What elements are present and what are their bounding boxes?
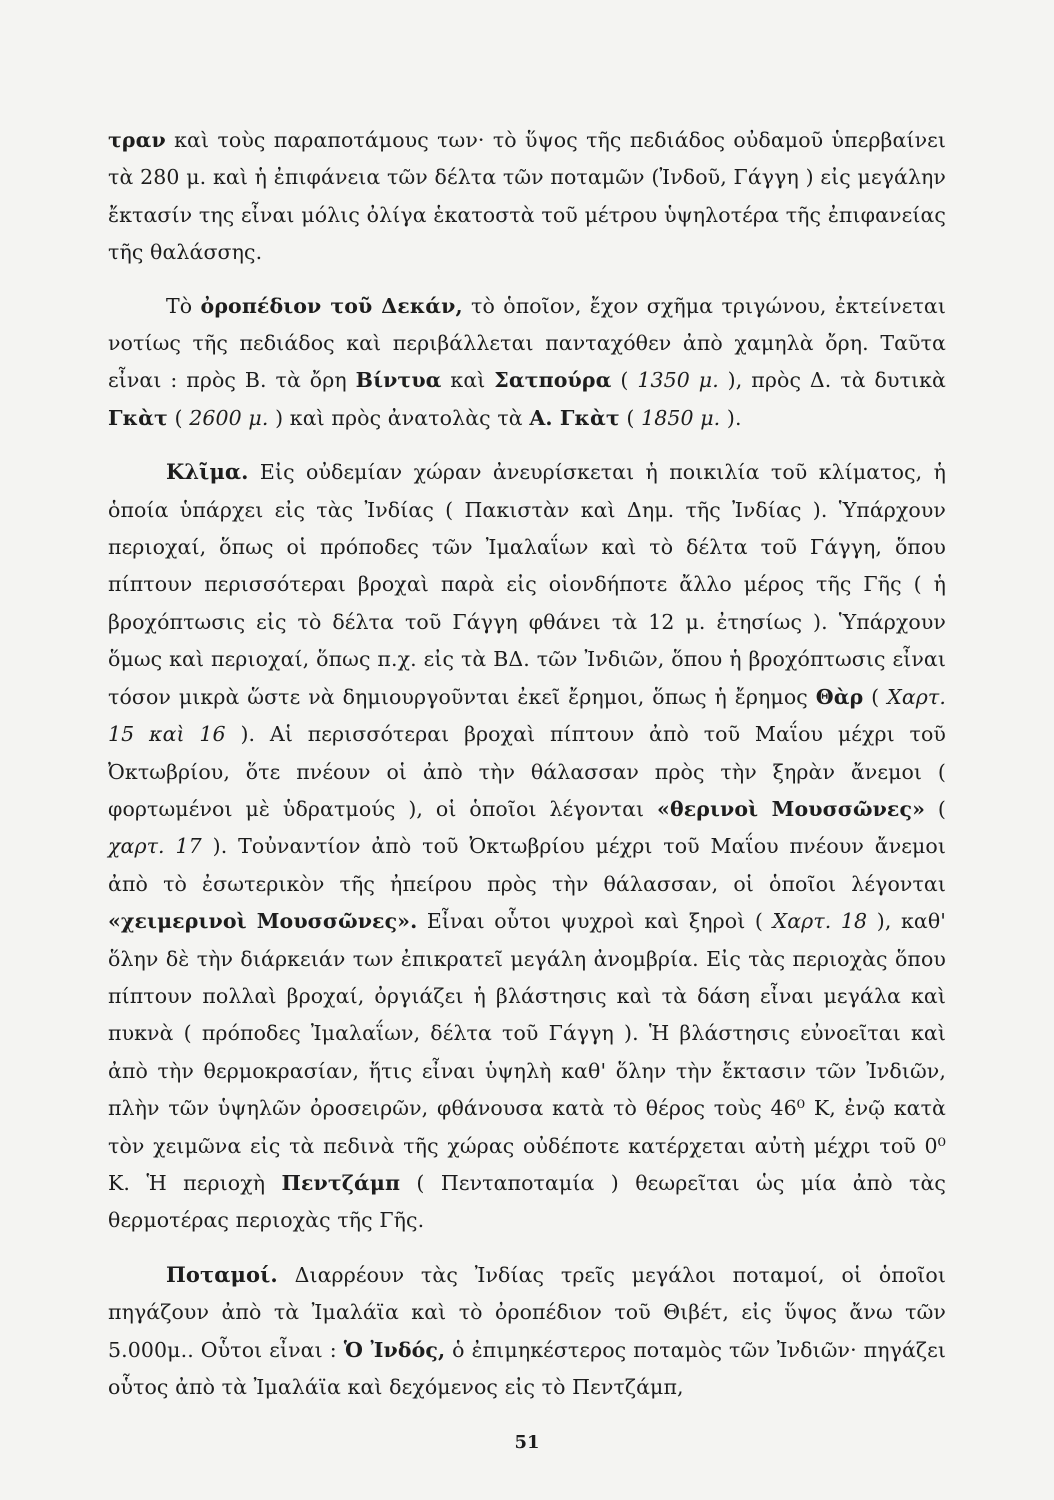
body-text: ( — [167, 405, 190, 430]
body-text: Εἰς οὐδεμίαν χώραν ἀνευρίσκεται ἡ ποικιλία τοῦ κλίματος, ἡ ὁποία ὑπάρχει εἰς τὰς Ἰνδίας ( Πακιστὰν καὶ Δημ. τῆς Ἰνδίας ). Ὑπάρχουν περιοχαί, ὅπως οἱ πρόποδες τῶν Ἰμαλαΐων καὶ τὸ δέλτα τοῦ Γάγγη, ὅπου πίπτουν περισσότεραι βροχαὶ παρὰ εἰς οἱονδήποτε ἄλλο μέρος τῆς Γῆς ( ἡ βροχόπτωσις εἰς τὸ δέλτα τοῦ Γάγγη φθάνει τὰ 12 μ. ἐτησίως ). Ὑπάρχουν ὅμως καὶ περιοχαί, ὅπως π.χ. εἰς τὰ ΒΔ. τῶν Ἰνδιῶν, ὅπου ἡ βροχόπτωσις εἶναι τόσον μικρὰ ὥστε νὰ δημιουργοῦνται ἐκεῖ ἔρημοι, ὅπως ἡ ἔρημος — [108, 460, 946, 709]
page-body — [108, 122, 946, 1422]
bold-term: Θὰρ — [815, 684, 864, 709]
page-number: 51 — [514, 1432, 540, 1453]
body-text: καὶ τοὺς παραποτάμους των· τὸ ὕψος τῆς πεδιάδος οὐδαμοῦ ὑπερβαίνει τὰ 280 μ. καὶ ἡ ἐπιφάνεια τῶν δέλτα τῶν ποταμῶν (Ἰνδοῦ, Γάγγη ) εἰς μεγάλην ἔκτασίν της εἶναι μόλις ὀλίγα ἑκατοστὰ τοῦ μέτρου ὑψηλοτέρα τῆς ἐπιφανείας τῆς θαλάσσης. — [108, 128, 946, 265]
bold-term: ὀροπέδιον τοῦ Δεκάν, — [200, 293, 463, 318]
body-text: ), πρὸς Δ. τὰ δυτικὰ — [718, 368, 946, 393]
italic-reference: 1850 μ. — [641, 405, 721, 430]
section-heading: Κλῖμα. — [166, 459, 249, 485]
body-text: ), καθ' ὅλην δὲ τὴν διάρκειάν των ἐπικρατεῖ μεγάλη ἀνομβρία. Εἰς τὰς περιοχὰς ὅπου πίπτουν πολλαὶ βροχαί, ὀργιάζει ἡ βλάστησις καὶ τὰ δάση εἶναι μεγάλα καὶ πυκνὰ ( πρόποδες Ἰμαλαΐων, δέλτα τοῦ Γάγγη ). Ἡ βλάστησις εὐνοεῖται καὶ ἀπὸ τὴν θερμοκρασίαν, ἥτις εἶναι ὑψηλὴ καθ' ὅλην τὴν ἔκτασιν τῶν Ἰνδιῶν, πλὴν τῶν ὑψηλῶν ὀροσειρῶν, φθάνουσα κατὰ τὸ θέρος τοὺς 46⁰ Κ, ἐνῷ κατὰ τὸν χειμῶνα εἰς τὰ πεδινὰ τῆς χώρας οὐδέποτε κατέρχεται αὐτὴ μέχρι τοῦ 0⁰ Κ. Ἡ περιοχὴ — [108, 909, 946, 1195]
body-text: ( Πενταποταμία ) θεωρεῖται ὡς μία ἀπὸ τὰς θερμοτέρας περιοχὰς τῆς Γῆς. — [108, 1170, 947, 1233]
body-text: ) καὶ πρὸς ἀνατολὰς τὰ — [268, 405, 530, 430]
body-text: τὸ ὁποῖον, ἔχον σχῆμα τριγώνου, ἐκτείνεται νοτίως τῆς πεδιάδος καὶ περιβάλλεται πανταχόθεν ἀπὸ χαμηλὰ ὄρη. Ταῦτα εἶναι : πρὸς Β. τὰ ὄρη — [108, 293, 946, 393]
body-text: ). — [720, 405, 742, 430]
bold-term: Πεντζάμπ — [281, 1170, 401, 1195]
body-text: ( — [863, 684, 888, 709]
italic-reference: 2600 μ. — [189, 405, 269, 430]
body-text: ( — [619, 405, 642, 430]
body-text: Εἶναι οὗτοι ψυχροὶ καὶ ξηροὶ ( — [417, 909, 773, 934]
italic-reference: 1350 μ. — [637, 368, 719, 393]
body-text: ( — [925, 796, 946, 821]
bold-term: «χειμερινοὶ Μουσσῶνες». — [108, 909, 418, 934]
bold-term: «θερινοὶ Μουσσῶνες» — [657, 796, 925, 821]
body-text: ). Τοὐναντίον ἀπὸ τοῦ Ὀκτωβρίου μέχρι τοῦ Μαΐου πνέουν ἄνεμοι ἀπὸ τὸ ἐσωτερικὸν τῆς ἠπείρου πρὸς τὴν θάλασσαν, οἱ ὁποῖοι λέγονται — [108, 834, 946, 896]
bold-term: Βίντυα — [355, 368, 442, 393]
paragraph-climate — [108, 453, 946, 1240]
paragraph-plain-continuation — [108, 122, 946, 272]
bold-term: Σατπούρα — [494, 368, 612, 393]
body-text: ). Αἱ περισσότεραι βροχαὶ πίπτουν ἀπὸ τοῦ Μαΐου μέχρι τοῦ Ὀκτωβρίου, ὅτε πνέουν οἱ ἀπὸ τὴν θάλασσαν πρὸς τὴν ξηρὰν ἄνεμοι ( φορτωμένοι μὲ ὑδρατμούς ), οἱ ὁποῖοι λέγονται — [108, 722, 946, 821]
section-heading: Ποταμοί. — [166, 1261, 278, 1287]
paragraph-deccan-plateau — [108, 288, 946, 438]
paragraph-rivers — [108, 1256, 946, 1407]
bold-term: Γκὰτ — [108, 405, 168, 430]
body-text: ὁ ἐπιμηκέστερος ποταμὸς τῶν Ἰνδιῶν· πηγάζει οὗτος ἀπὸ τὰ Ἰμαλάϊα καὶ δεχόμενος εἰς τὸ Πεντζάμπ, — [108, 1337, 946, 1399]
italic-reference: Χαρτ. 18 — [772, 909, 868, 934]
bold-term: Α. Γκὰτ — [529, 405, 620, 430]
body-text: Διαρρέουν τὰς Ἰνδίας τρεῖς μεγάλοι ποταμοί, οἱ ὁποῖοι πηγάζουν ἀπὸ τὰ Ἰμαλάϊα καὶ τὸ ὀροπέδιον τοῦ Θιβέτ, εἰς ὕψος ἄνω τῶν 5.000μ.. Οὗτοι εἶναι : — [108, 1262, 946, 1362]
body-text: ( — [611, 368, 638, 393]
bold-term: τραν — [108, 128, 166, 152]
italic-reference: Χαρτ. 15 καὶ 16 — [108, 684, 946, 747]
body-text: καὶ — [441, 368, 495, 393]
body-text: Τὸ — [166, 293, 201, 318]
italic-reference: χαρτ. 17 — [108, 834, 202, 859]
bold-term: Ὁ Ἰνδός, — [343, 1337, 446, 1362]
